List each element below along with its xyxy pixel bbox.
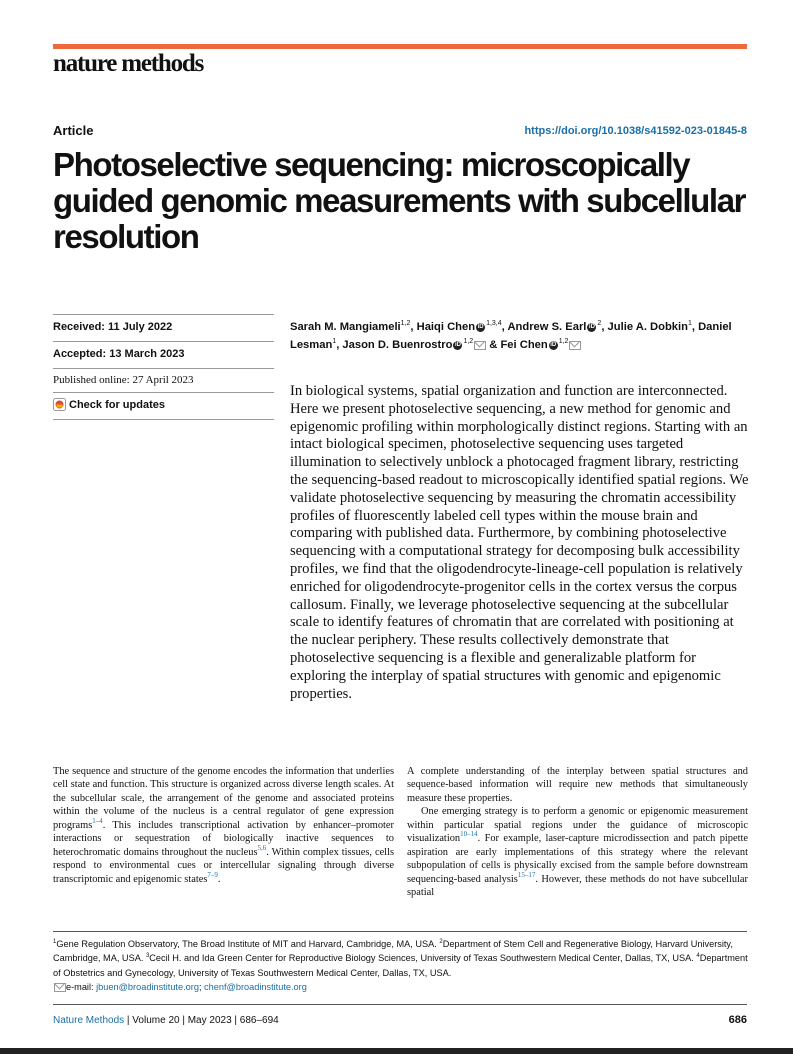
reference-link[interactable]: 10–14	[460, 830, 478, 839]
orcid-icon[interactable]: iD	[477, 323, 484, 330]
author-affiliation: 1	[332, 338, 337, 345]
author-list: Sarah M. Mangiameli$^{1,2}$, Haiqi Chen iD $^{1,3,4}$, Andrew S. Earl iD $^2$, Julie A. Dobkin$^1$, Daniel Lesman$^1$, Jason D. Buenrostro iD $^{1,2}$ & Fei Chen iD $^{1,2}$	[290, 320, 732, 351]
author-affiliation: 2	[597, 320, 602, 327]
email-link-buenrostro[interactable]: jbuen@broadinstitute.org	[96, 981, 199, 992]
body-column-right	[407, 765, 748, 900]
article-title: Photoselective sequencing: microscopically guided genomic measurements with subcellular resolution	[53, 146, 746, 255]
check-updates-icon	[53, 398, 66, 411]
body-paragraph: A complete understanding of the interplay between spatial structures and sequence-based information will require new methods that simultaneously measure these properties.	[407, 766, 748, 804]
footer-citation	[53, 1015, 279, 1026]
footnote-divider	[53, 931, 747, 932]
divider	[53, 419, 274, 420]
email-icon[interactable]	[474, 341, 486, 350]
journal-logo[interactable]: nature methods	[53, 50, 204, 77]
reference-link[interactable]: 15–17	[517, 870, 536, 879]
email-icon	[54, 983, 66, 992]
reference-link[interactable]: 1–4	[92, 816, 103, 825]
orcid-icon[interactable]: iD	[550, 341, 557, 348]
author-name[interactable]: Daniel Lesman	[290, 321, 732, 351]
body-text: One emerging strategy is to perform a genomic or epigenomic measurement within particular spatial regions under the guidance of microscopic visualization	[407, 806, 748, 845]
divider	[53, 368, 274, 369]
author-name[interactable]: Jason D. Buenrostro	[342, 339, 453, 351]
abstract: In biological systems, spatial organization and function are interconnected. Here we present photoselective sequencing, a new method for genomic and epigenomic profiling within morphologically distinct regions. Starting with an intact biological specimen, photoselective sequencing uses targeted illumination to selectively unblock a photocaged fragment library, restricting the sequencing-based readout to microscopically identified spatial regions. We validate photoselective sequencing by measuring the chromatin accessibility profiles of fluorescently labeled cell types within the mouse brain and comparing with published data. Furthermore, by combining photoselective sequencing with a computational strategy for decomposing bulk accessibility profiles, we find that the oligodendrocyte-lineage-cell population is relatively enriched for oligodendrocyte-progenitor cells in the cortex versus the corpus callosum. Finally, we leverage photoselective sequencing at the subcellular scale to identify features of chromatin that are correlated with positioning at the nuclear periphery. These results collectively demonstrate that photoselective sequencing is a flexible and generalizable platform for exploring the interplay of spatial structures with genomic and epigenomic properties.	[290, 383, 749, 702]
divider	[53, 314, 274, 315]
author-affiliation: 1,3,4	[486, 320, 502, 327]
journal-accent-bar	[53, 44, 747, 49]
body-text: . However, these methods do not have subcellular spatial	[407, 873, 748, 899]
reference-link[interactable]: 7–9	[207, 870, 218, 879]
article-type-label: Article	[53, 123, 94, 138]
email-link-chen[interactable]: chenf@broadinstitute.org	[204, 981, 307, 992]
body-text: . Within complex tissues, cells respond to environmental cues or intercellular signaling through diverse transcriptomic and epigenomic states	[53, 846, 395, 885]
author-name[interactable]: Sarah M. Mangiameli	[290, 321, 401, 333]
author-name[interactable]: Andrew S. Earl	[507, 321, 587, 333]
footer-divider	[53, 1004, 747, 1005]
email-separator: ;	[198, 981, 205, 992]
received-date: Received: 11 July 2022	[53, 321, 173, 333]
affiliation-number: 4	[696, 953, 700, 960]
affiliation-2: Department of Stem Cell and Regenerative Biology, Harvard University, Cambridge, MA, USA.	[53, 939, 733, 964]
doi-link[interactable]: https://doi.org/10.1038/s41592-023-01845-8	[524, 125, 747, 137]
affiliation-1: Gene Regulation Observatory, The Broad Institute of MIT and Harvard, Cambridge, MA, USA.	[56, 939, 440, 949]
author-name[interactable]: Haiqi Chen	[416, 321, 476, 333]
email-icon[interactable]	[569, 341, 581, 350]
orcid-icon[interactable]: iD	[454, 341, 461, 348]
email-label: e-mail:	[66, 981, 97, 992]
author-name[interactable]: Fei Chen	[500, 339, 548, 351]
author-affiliation: 1,2	[463, 338, 474, 345]
orcid-icon[interactable]: iD	[588, 323, 595, 330]
affiliations	[53, 937, 753, 994]
page-number: 686	[728, 1014, 747, 1026]
divider	[53, 341, 274, 342]
body-text: . This includes transcriptional activation by enhancer–promoter interactions or sequestration of biologically inactive sequences to heterochromatic domains throughout the nucleus	[53, 819, 394, 858]
affiliation-number: 2	[439, 939, 443, 945]
affiliation-4: Department of Obstetrics and Gynecology, University of Texas Southwestern Medical Center, Dallas, TX, USA.	[53, 953, 748, 978]
footer-journal-link[interactable]: Nature Methods	[53, 1015, 125, 1026]
body-text: .	[217, 873, 221, 885]
check-updates-label: Check for updates	[69, 398, 165, 411]
accepted-date: Accepted: 13 March 2023	[53, 348, 185, 360]
divider	[53, 392, 274, 393]
published-date: Published online: 27 April 2023	[53, 374, 194, 386]
bottom-bar	[0, 1048, 793, 1054]
author-affiliation: 1,2	[558, 338, 569, 345]
affiliation-number: 3	[145, 953, 150, 960]
body-text: The sequence and structure of the genome encodes the information that underlies cell state and function. This structure is organized across diverse length scales. At the subcellular scale, the arrangement of the genome and associated proteins within the volume of the nucleus is a central regulator of gene expression programs	[53, 766, 394, 831]
footer-issue: | Volume 20 | May 2023 | 686–694	[124, 1015, 279, 1026]
author-affiliation: 1	[687, 320, 692, 327]
body-column-left	[53, 765, 394, 886]
check-for-updates-button[interactable]	[53, 398, 165, 411]
author-affiliation: 1,2	[400, 320, 411, 327]
reference-link[interactable]: 5,6	[257, 843, 267, 852]
affiliation-number: 1	[53, 939, 57, 945]
body-text: . For example, laser-capture microdissection and patch pipette aspiration are early implementations of this strategy where the relevant subpopulation of cells is physically excised from the sample before downstream sequencing-based analysis	[407, 833, 748, 885]
affiliation-3: Cecil H. and Ida Green Center for Reproductive Biology Sciences, University of Texas Southwestern Medical Center, Dallas, TX, USA.	[149, 953, 697, 964]
author-name[interactable]: Julie A. Dobkin	[607, 321, 688, 333]
